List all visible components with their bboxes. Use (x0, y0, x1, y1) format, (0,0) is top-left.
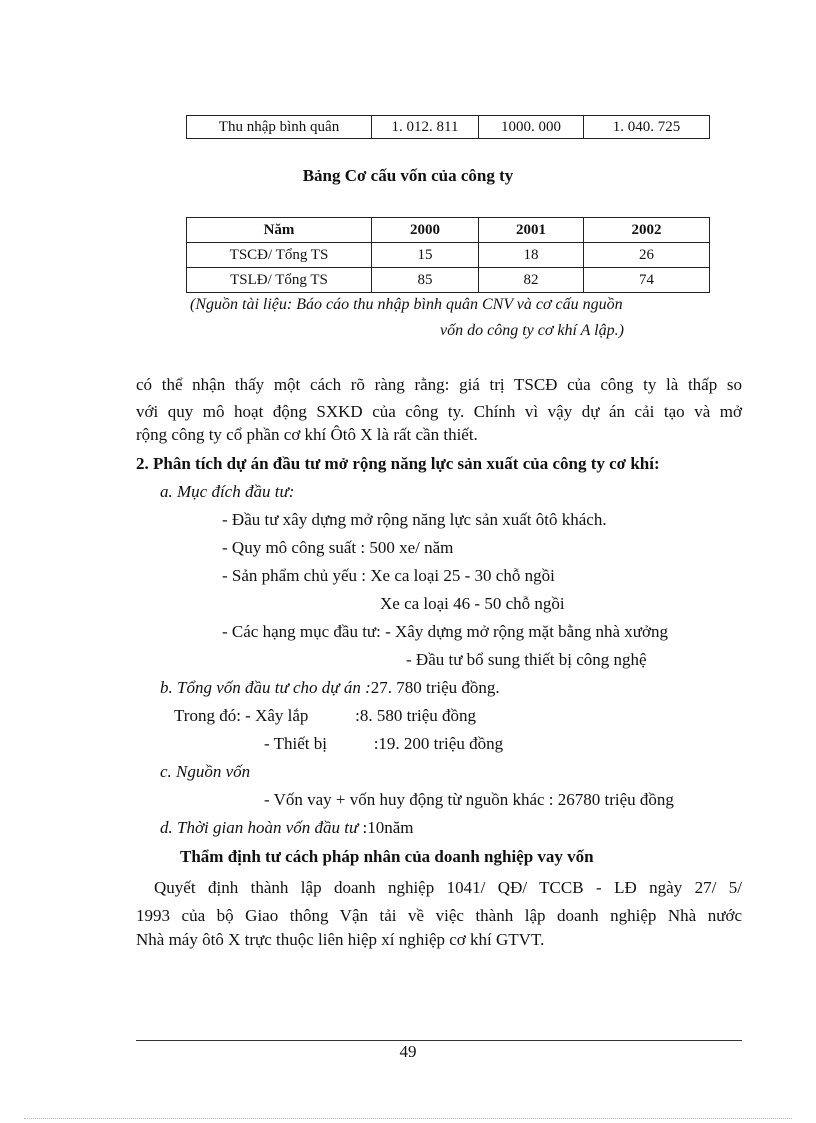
page-edge-dots (24, 1118, 792, 1119)
header-cell: 2001 (479, 218, 584, 243)
paragraph-line: Nhà máy ôtô X trực thuộc liên hiệp xí nghiệp cơ khí GTVT. (136, 930, 545, 949)
source-note-line: vốn do công ty cơ khí A lập.) (440, 322, 624, 339)
purpose-label: a. Mục đích đầu tư: (160, 482, 295, 501)
table-row (187, 116, 710, 139)
capital-label: b. Tổng vốn đầu tư cho dự án : (160, 678, 371, 697)
table-cell: TSLĐ/ Tổng TS (187, 268, 372, 293)
header-cell: 2002 (584, 218, 710, 243)
income-table (186, 115, 710, 139)
paragraph-line: rộng công ty cổ phần cơ khí Ôtô X là rất cần thiết. (136, 425, 478, 444)
source-note-line: (Nguồn tài liệu: Báo cáo thu nhập bình quân CNV và cơ cấu nguồn (190, 296, 623, 313)
paragraph-line: 1993 của bộ Giao thông Vận tải về việc thành lập doanh nghiệp Nhà nước (136, 906, 742, 925)
table-cell: 1. 012. 811 (372, 116, 479, 139)
section-heading: 2. Phân tích dự án đầu tư mở rộng năng lực sản xuất của công ty cơ khí: (136, 454, 660, 473)
paragraph-line: với quy mô hoạt động SXKD của công ty. Chính vì vậy dự án cải tạo và mở (136, 402, 742, 421)
payback-line (160, 818, 414, 838)
capital-value: 27. 780 triệu đồng. (370, 678, 500, 697)
table-row (187, 268, 710, 293)
header-cell: 2000 (372, 218, 479, 243)
table-row (187, 243, 710, 268)
list-item: Xe ca loại 46 - 50 chỗ ngồi (380, 594, 565, 613)
funding-label: c. Nguồn vốn (160, 762, 251, 781)
list-item: - Đầu tư bổ sung thiết bị công nghệ (406, 650, 647, 669)
table-cell: 18 (479, 243, 584, 268)
header-cell: Năm (187, 218, 372, 243)
table-title: Bảng Cơ cấu vốn của công ty (302, 166, 514, 185)
paragraph-line: Quyết định thành lập doanh nghiệp 1041/ QĐ/ TCCB - LĐ ngày 27/ 5/ (154, 878, 742, 897)
footer-divider (136, 1040, 742, 1041)
payback-label: d. Thời gian hoàn vốn đầu tư (160, 818, 363, 837)
list-item: - Các hạng mục đầu tư: - Xây dựng mở rộng mặt bằng nhà xưởng (222, 622, 668, 641)
capital-detail: - Thiết bị :19. 200 triệu đồng (264, 734, 504, 753)
list-item: - Quy mô công suất : 500 xe/ năm (222, 538, 454, 557)
paragraph-line: có thể nhận thấy một cách rõ ràng rằng: giá trị TSCĐ của công ty là thấp so (136, 375, 742, 394)
payback-value: :10năm (362, 818, 414, 837)
capital-detail: Trong đó: - Xây lắp :8. 580 triệu đồng (174, 706, 477, 725)
table-cell: 82 (479, 268, 584, 293)
table-cell: 85 (372, 268, 479, 293)
page-number: 49 (399, 1042, 417, 1061)
list-item: - Sản phẩm chủ yếu : Xe ca loại 25 - 30 chỗ ngồi (222, 566, 555, 585)
appraisal-heading: Thẩm định tư cách pháp nhân của doanh nghiệp vay vốn (180, 847, 594, 866)
list-item: - Đầu tư xây dựng mở rộng năng lực sản xuất ôtô khách. (222, 510, 607, 529)
table-cell: TSCĐ/ Tổng TS (187, 243, 372, 268)
table-cell: 1. 040. 725 (584, 116, 710, 139)
table-cell: Thu nhập bình quân (187, 116, 372, 139)
capital-line (160, 678, 500, 698)
funding-detail: - Vốn vay + vốn huy động từ nguồn khác : 26780 triệu đồng (264, 790, 674, 809)
table-cell: 74 (584, 268, 710, 293)
capital-structure-table (186, 217, 710, 293)
table-cell: 15 (372, 243, 479, 268)
table-header-row (187, 218, 710, 243)
table-cell: 1000. 000 (479, 116, 584, 139)
table-cell: 26 (584, 243, 710, 268)
